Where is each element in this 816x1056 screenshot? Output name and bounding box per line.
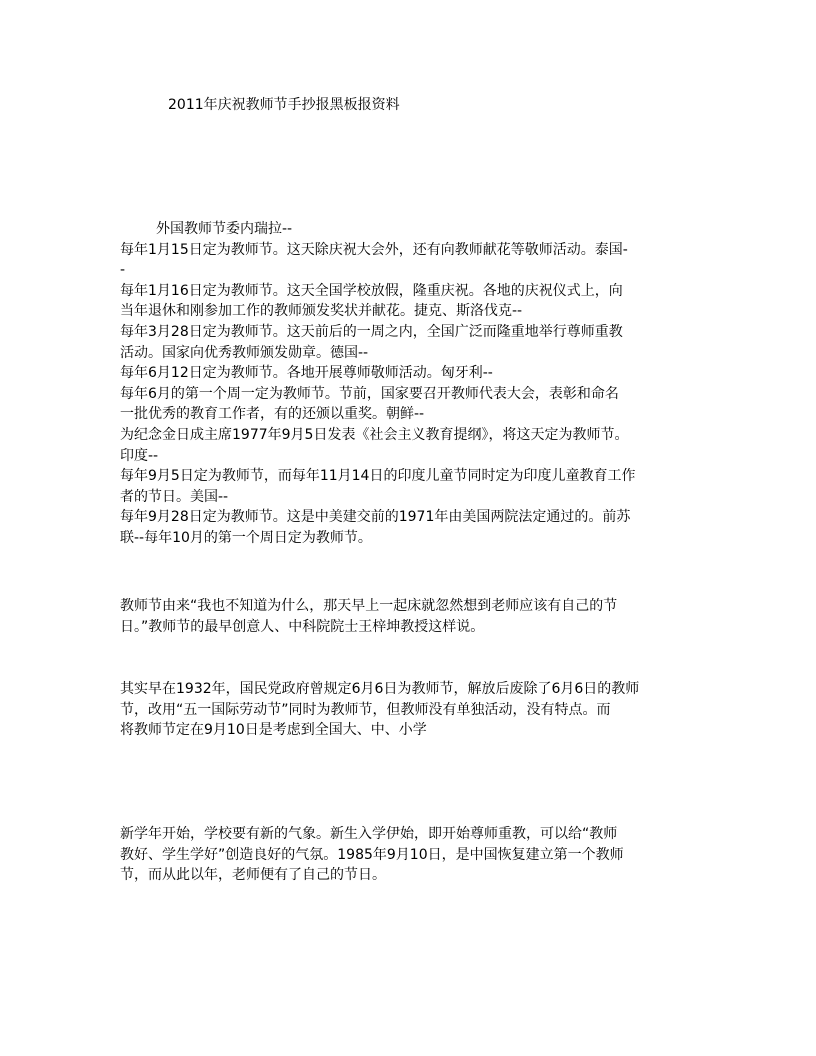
paragraph-line: 教师节由来“我也不知道为什么，那天早上一起床就忽然想到老师应该有自己的节	[120, 598, 618, 614]
paragraph-line: 印度--	[120, 447, 159, 464]
document-title: 2011年庆祝教师节手抄报黑板报资料	[168, 97, 400, 113]
paragraph-line: 每年1月16日定为教师节。这天全国学校放假，隆重庆祝。各地的庆祝仪式上，向	[120, 282, 623, 299]
paragraph-line: 将教师节定在9月10日是考虑到全国大、中、小学	[120, 722, 427, 739]
foreign-teachers-day-section	[120, 219, 700, 549]
new-term-paragraph	[120, 824, 700, 886]
origin-paragraph	[120, 596, 700, 637]
paragraph-line: 节，改用“五一国际劳动节”同时为教师节，但教师没有单独活动，没有特点。而	[120, 701, 611, 718]
paragraph-line: 外国教师节委内瑞拉--	[156, 221, 293, 237]
paragraph-line: 日。”教师节的最早创意人、中科院院士王梓坤教授这样说。	[120, 618, 485, 635]
paragraph-line: 每年1月15日定为教师节。这天除庆祝大会外，还有向教师献花等敬师活动。泰国-	[120, 241, 628, 258]
paragraph-line: 每年6月12日定为教师节。各地开展尊师敬师活动。匈牙利--	[120, 365, 493, 382]
paragraph-line: 其实早在1932年，国民党政府曾规定6月6日为教师节，解放后废除了6月6日的教师	[120, 681, 640, 697]
paragraph-line: -	[120, 262, 126, 279]
paragraph-line: 为纪念金日成主席1977年9月5日发表《社会主义教育提纲》，将这天定为教师节。	[120, 426, 629, 443]
paragraph-line: 者的节日。美国--	[120, 488, 229, 505]
paragraph-line: 一批优秀的教育工作者，有的还颁以重奖。朝鲜--	[120, 406, 425, 423]
paragraph-line: 教好、学生学好”创造良好的气氛。1985年9月10日，是中国恢复建立第一个教师	[120, 846, 624, 863]
paragraph-line: 当年退休和刚参加工作的教师颁发奖状并献花。捷克、斯洛伐克--	[120, 303, 523, 320]
paragraph-line: 每年3月28日定为教师节。这天前后的一周之内，全国广泛而隆重地举行尊师重教	[120, 323, 623, 340]
paragraph-line: 活动。国家向优秀教师颁发勋章。德国--	[120, 344, 369, 361]
paragraph-line: 联--每年10月的第一个周日定为教师节。	[120, 529, 372, 546]
history-paragraph	[120, 679, 700, 741]
paragraph-line: 每年9月28日定为教师节。这是中美建交前的1971年由美国两院法定通过的。前苏	[120, 509, 631, 526]
paragraph-line: 节，而从此以年，老师便有了自己的节日。	[120, 867, 386, 884]
paragraph-line: 每年9月5日定为教师节，而每年11月14日的印度儿童节同时定为印度儿童教育工作	[120, 468, 636, 485]
paragraph-line: 每年6月的第一个周一定为教师节。节前，国家要召开教师代表大会，表彰和命名	[120, 385, 619, 402]
paragraph-line: 新学年开始，学校要有新的气象。新生入学伊始，即开始尊师重教，可以给“教师	[120, 826, 618, 842]
